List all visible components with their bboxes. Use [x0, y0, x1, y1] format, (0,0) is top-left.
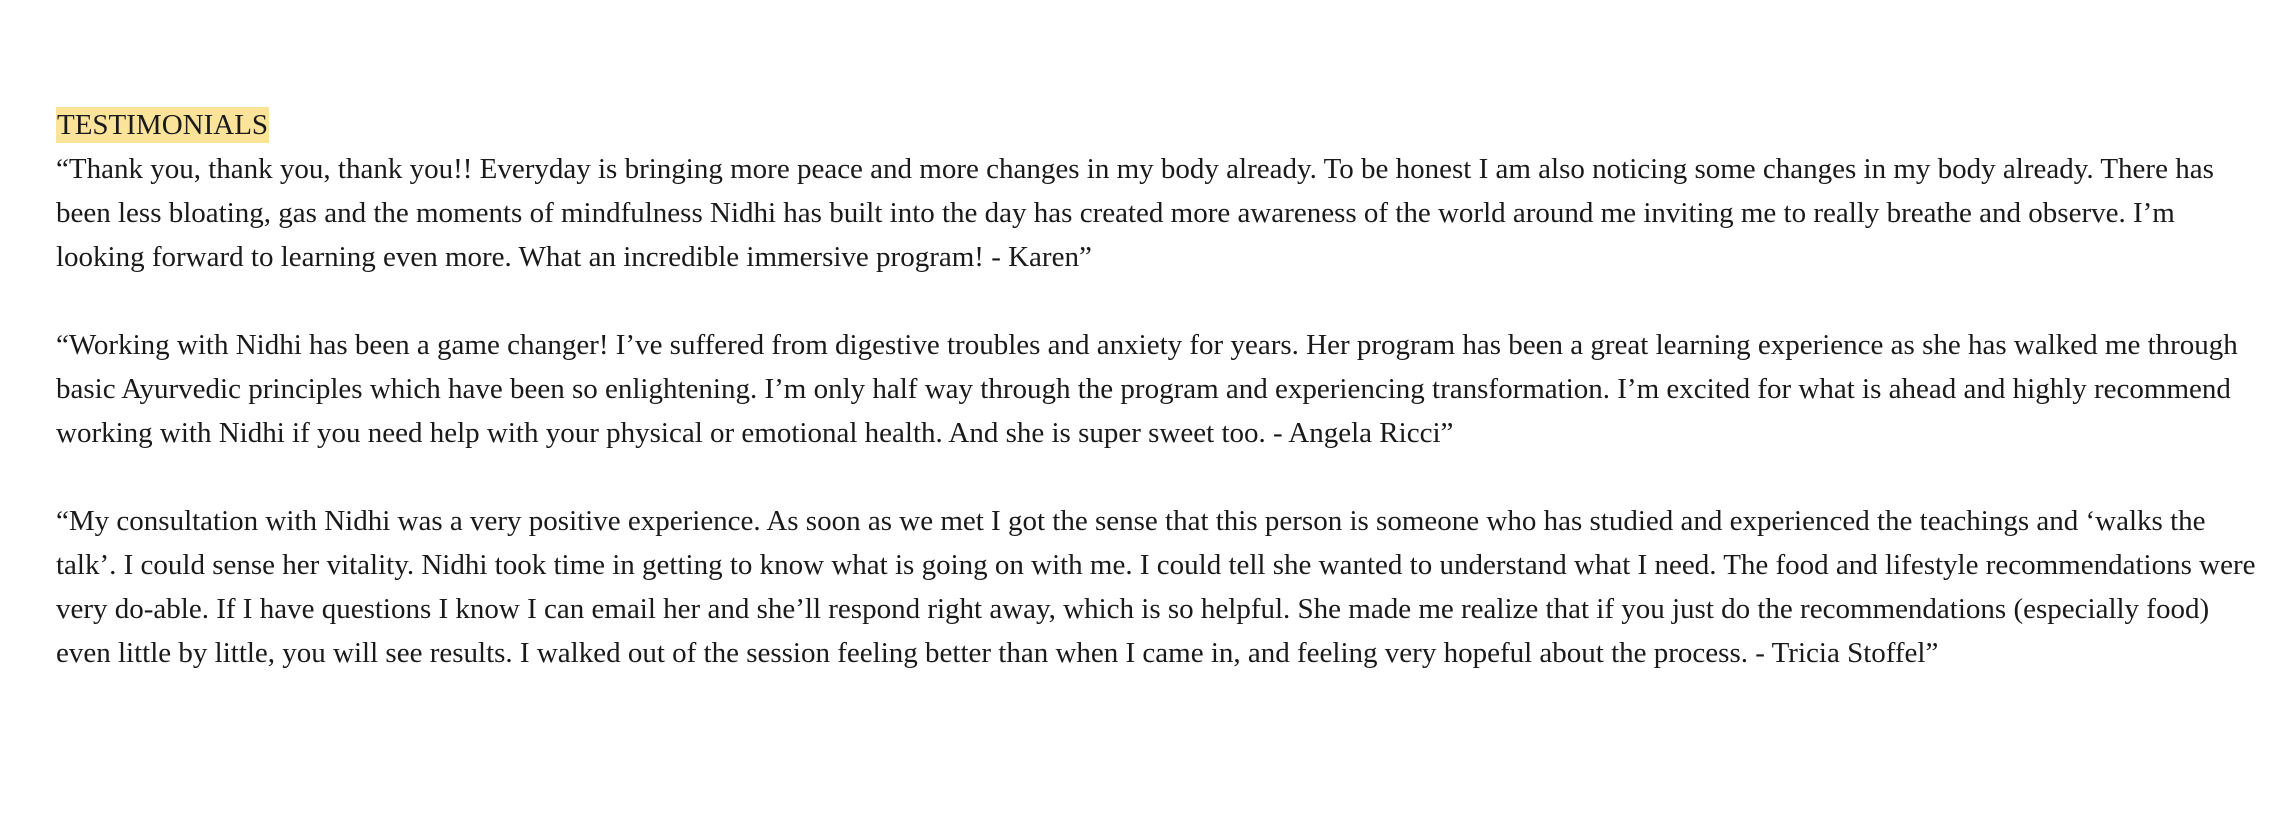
testimonial-angela-ricci: “Working with Nidhi has been a game changer! I’ve suffered from digestive troubles and anxiety for years. Her program has been a great learning experience as she has walked me through basic Ayurvedic principles which have been so enlightening. I’m only half way through the program and experiencing transformation. I’m excited for what is ahead and highly recommend working with Nidhi if you need help with your physical or emotional health. And she is super sweet too. - Angela Ricci” — [56, 329, 2238, 449]
section-heading: TESTIMONIALS — [57, 109, 269, 141]
testimonials-section — [56, 103, 2256, 675]
paragraph-spacer — [56, 279, 2256, 323]
testimonial-karen: “Thank you, thank you, thank you!! Everyday is bringing more peace and more changes in my body already. To be honest I am also noticing some changes in my body already. There has been less bloating, gas and the moments of mindfulness Nidhi has built into the day has created more awareness of the world around me inviting me to really breathe and observe. I’m looking forward to learning even more. What an incredible immersive program! - Karen” — [56, 153, 2214, 273]
testimonial-tricia-stoffel: “My consultation with Nidhi was a very positive experience. As soon as we met I got the sense that this person is someone who has studied and experienced the teachings and ‘walks the talk’. I could sense her vitality. Nidhi took time in getting to know what is going on with me. I could tell she wanted to understand what I need. The food and lifestyle recommendations were very do-able. If I have questions I know I can email her and she’ll respond right away, which is so helpful. She made me realize that if you just do the recommendations (especially food) even little by little, you will see results. I walked out of the session feeling better than when I came in, and feeling very hopeful about the process. - Tricia Stoffel” — [56, 505, 2256, 669]
paragraph-spacer — [56, 455, 2256, 499]
